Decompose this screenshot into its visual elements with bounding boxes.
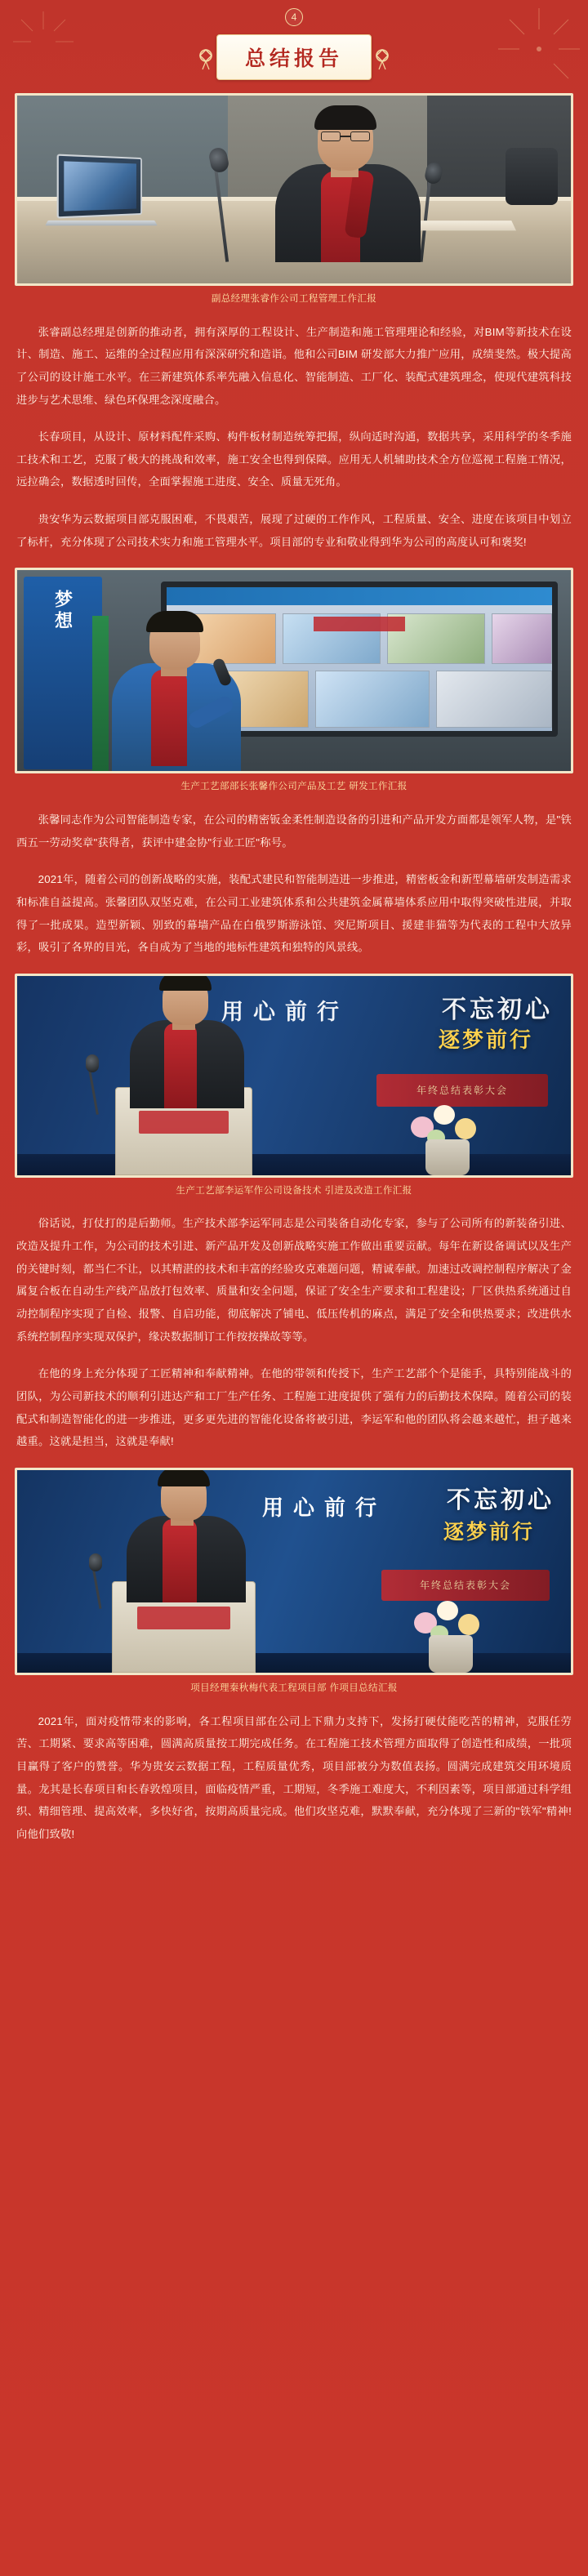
paragraph: 张睿副总经理是创新的推动者，拥有深厚的工程设计、生产制造和施工管理理论和经验，对BIM等新技术在设计、制造、施工、运维的全过程应用有深深研究和造诣。他和公司BIM 研发部大力推广应用，成绩斐然。极大提高了公司的设计施工水平。在三新建筑体系率先融入信息化、智能制造、工厂化、装配式建筑理念，使现代建筑科技进步与艺术思维、绿色环保理念深度融合。 bbox=[16, 325, 572, 406]
photo-production-technology-report bbox=[15, 568, 573, 773]
photo-equipment-technology-report bbox=[15, 974, 573, 1178]
speaker-figure bbox=[122, 976, 252, 1108]
photo-caption: 生产工艺部李运军作公司设备技术 引进及改造工作汇报 bbox=[176, 1185, 412, 1196]
microphone-icon bbox=[89, 1553, 102, 1571]
page-number-badge: 4 bbox=[285, 8, 303, 26]
photo-caption: 副总经理张睿作公司工程管理工作汇报 bbox=[211, 294, 377, 304]
photo-deputy-manager-report bbox=[15, 93, 573, 286]
flower-arrangement bbox=[403, 1084, 492, 1175]
paragraph: 2021年，面对疫情带来的影响，各工程项目部在公司上下鼎力支持下，发扬打硬仗能吃苦的精神，克服任劳苦、工期紧、要求高等困难，圆满高质量按工期完成任务。在工程施工技术管理方面取得了创造性和成绩，一批项目赢得了客户的赞誉。华为贵安云数据工程，工程质量优秀，项目部被分为数值表扬。圆满完成建筑交用环境质量。龙其是长春项目和长春敦煌项目，面临疫情严重，工期短，冬季施工难度大，不利因素等，项目部通过科学组织、精细管理、提高效率，多快好省，按期高质量完成。他们攻坚克难，默默奉献，充分体现了三新的"铁军"精神! 向他们致敬! bbox=[16, 1714, 572, 1840]
stage-subheadline: 逐梦前行 bbox=[438, 1027, 533, 1052]
paragraph: 2021年，随着公司的创新战略的实施，装配式建民和智能制造进一步推进，精密板金和新型幕墙研发制造需求和标准自益提高。张馨团队双坚克难，在公司工业建筑体系和公共建筑金属幕墙体系应用中取得突破性进展，并取得了一批成果。造型新颖、别致的幕墙产品在白俄罗斯游泳馆、突尼斯项目、援建非猫等为代表的工程中大放异彩，吸引了各界的目光，各自成为了当地的地标性建筑和独特的风景线。 bbox=[16, 873, 572, 954]
stage-banner bbox=[24, 577, 102, 769]
figure-deputy-manager bbox=[15, 93, 573, 308]
photo-project-manager-report bbox=[15, 1468, 573, 1675]
title-wrapper bbox=[216, 34, 372, 80]
chinese-knot-left-icon bbox=[192, 43, 220, 71]
paragraph: 在他的身上充分体现了工匠精神和奉献精神。在他的带领和传授下，生产工艺部个个是能手，具特别能战斗的团队，为公司新技术的顺利引进达产和工厂生产任务、工程施工进度提供了强有力的后勤技术保障。随着公司的装配式和制造智能化的进一步推进，更多更先进的智能化设备将被引进，李运军和他的团队将会越来越忙，担子越来越重。这就是担当，这就是奉献! bbox=[16, 1367, 572, 1448]
paragraph: 俗话说，打仗打的是后勤师。生产技术部李运军同志是公司装备自动化专家，参与了公司所有的新装备引进、改造及提升工作，为公司的技术引进、新产品开发及创新战略实施工作做出重要贡献。每年在新设备调试以及生产的关键时刻，都当仁不让，以其精湛的技术和丰富的经验攻克难题问题，精诚奉献。加速过改调控制程序解决了金属复合板在自动生产线产品放打包效率、质量和安全问题，保证了安全生产要求和工程建设；厂区供热系统通过自动控制程序实现了自检、报警、自启功能，彻底解决了铺电、低压传机的麻点，满足了安全和供热要求；改进供水系统控制程序实现双保护，缘决数据制订工作按按操故等等。 bbox=[16, 1217, 572, 1343]
paragraph: 贵安华为云数据项目部克服困难，不畏艰苦，展现了过硬的工作作风，工程质量、安全、进度在该项目中划立了标杆，充分体现了公司技术实力和施工管理水平。项目部的专业和敬业得到华为公司的高度认可和褒奖! bbox=[16, 513, 572, 548]
paragraph: 长春项目，从设计、原材料配件采购、构件板材制造统筹把握，纵向适时沟通，数据共享，采用科学的冬季施工技术和工艺，克服了极大的挑战和效率，施工安全也得到保障。应用无人机辅助技术全方位巡视工程施工情况，远拉确会，数据透时回传，全面掌握施工进度、安全、质量无死角。 bbox=[16, 430, 572, 488]
stage-sub-banner-text: 年终总结表彰大会 bbox=[419, 1580, 511, 1592]
glasses-icon bbox=[321, 131, 370, 141]
figure-project-manager bbox=[15, 1468, 573, 1697]
speaker-figure bbox=[105, 611, 249, 771]
flower-arrangement bbox=[404, 1578, 496, 1673]
speaker-figure bbox=[118, 1470, 257, 1602]
banner-text: 梦想 bbox=[52, 590, 74, 633]
stage-sub-banner-text: 年终总结表彰大会 bbox=[416, 1084, 508, 1096]
photo-caption: 项目经理秦秋梅代表工程项目部 作项目总结汇报 bbox=[190, 1683, 398, 1694]
stage-mid-text: 用心前行 bbox=[221, 999, 349, 1024]
paragraph: 张馨同志作为公司智能制造专家，在公司的精密钣金柔性制造设备的引进和产品开发方面都是领军人物，是"铁西五一劳动奖章"获得者，获评中建金协"行业工匠"称号。 bbox=[16, 813, 572, 849]
stage-mid-text: 用心前行 bbox=[262, 1495, 387, 1521]
report-content bbox=[0, 88, 588, 1883]
figure-production-technology bbox=[15, 568, 573, 796]
page-title: 总结报告 bbox=[244, 47, 343, 70]
page-header bbox=[0, 0, 588, 88]
speaker-figure bbox=[270, 107, 425, 262]
figure-equipment-technology bbox=[15, 974, 573, 1200]
chinese-knot-right-icon bbox=[368, 43, 396, 71]
microphone-icon bbox=[86, 1054, 99, 1072]
stage-subheadline: 逐梦前行 bbox=[443, 1521, 535, 1544]
photo-caption: 生产工艺部部长张馨作公司产品及工艺 研发工作汇报 bbox=[180, 782, 408, 792]
stage-headline: 不忘初心 bbox=[442, 995, 553, 1024]
stage-headline: 不忘初心 bbox=[446, 1487, 555, 1514]
report-title-plate bbox=[216, 34, 372, 80]
